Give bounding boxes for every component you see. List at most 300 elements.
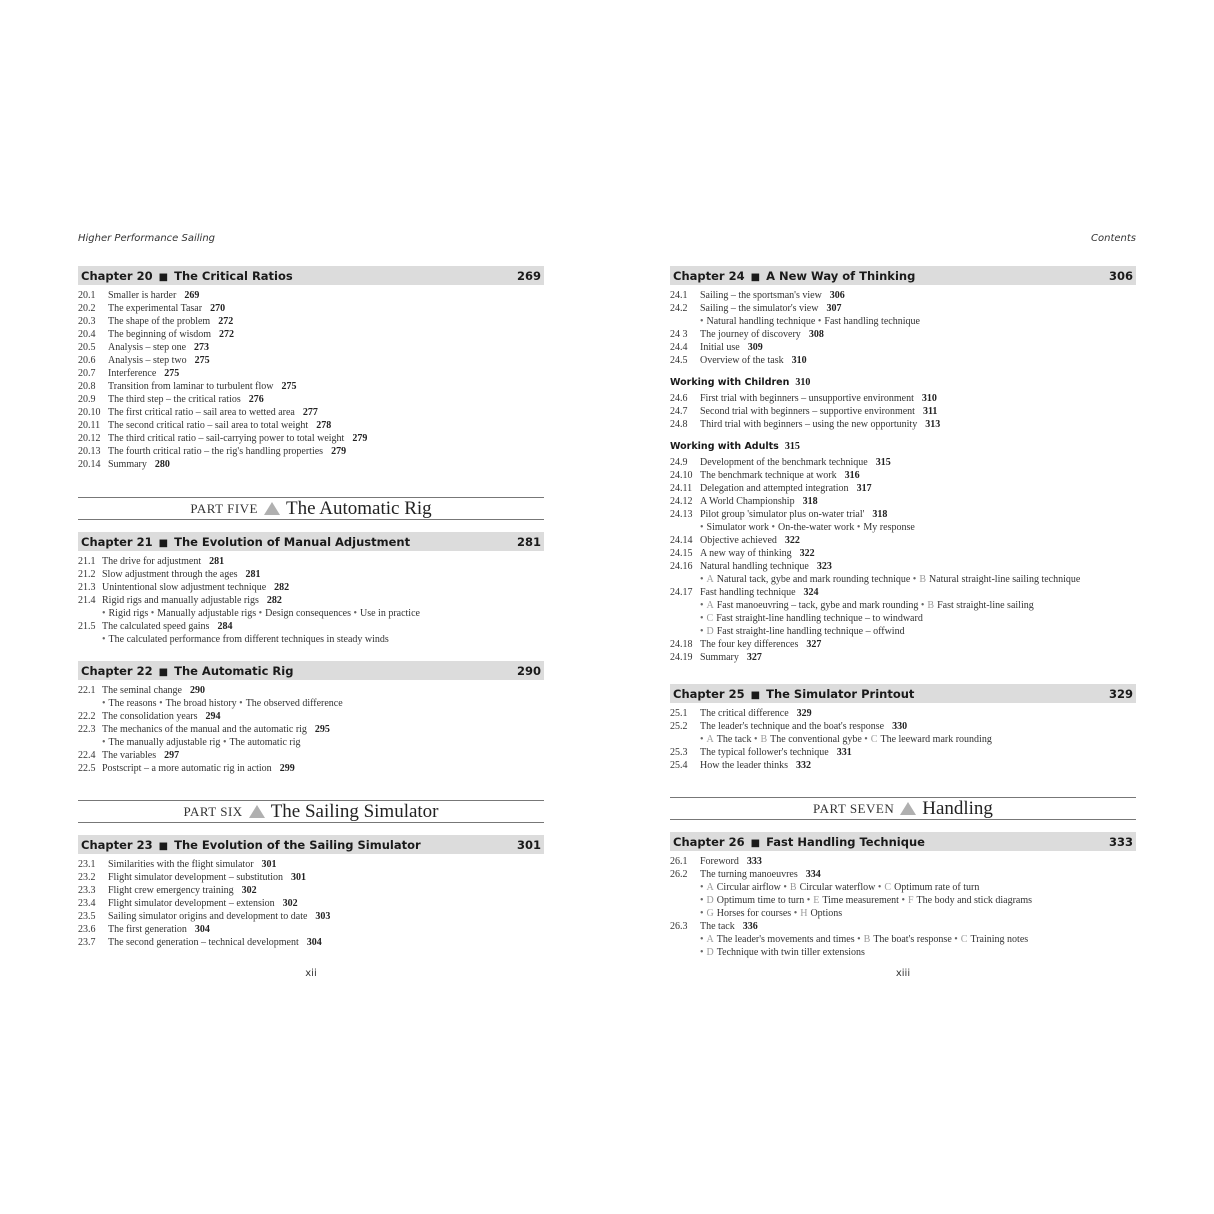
section-title: The shape of the problem [108, 316, 211, 327]
subsection-letter: E [813, 895, 820, 906]
subsection-title[interactable]: Circular airflow [716, 882, 784, 893]
subsection-title[interactable]: The observed difference [245, 698, 343, 709]
chapter-26-section [670, 832, 1136, 959]
part-label: PART SEVEN [813, 800, 895, 816]
subsection-title[interactable]: Simulator work [706, 522, 772, 533]
subsection-title[interactable]: Natural straight-line sailing technique [928, 574, 1081, 585]
toc-entry[interactable] [78, 432, 544, 445]
subheading-page: 310 [795, 377, 811, 388]
section-title: Development of the benchmark technique [700, 457, 868, 468]
toc-entry[interactable] [78, 341, 544, 354]
subsection-title[interactable]: The reasons [108, 698, 160, 709]
section-number: 23.3 [78, 885, 96, 896]
subheading-working-with-adults[interactable] [670, 441, 1136, 452]
chapter-heading[interactable] [78, 835, 544, 854]
section-number: 20.7 [78, 368, 96, 379]
bullet-icon: • [783, 882, 787, 893]
section-number: 26.3 [670, 921, 688, 932]
toc-entry[interactable] [78, 419, 544, 432]
subsection-title[interactable]: Training notes [970, 934, 1029, 945]
section-list [78, 555, 544, 646]
toc-entry[interactable] [670, 534, 1136, 547]
section-number: 20.12 [78, 433, 101, 444]
section-page: 301 [261, 859, 277, 870]
bullet-icon: • [700, 908, 704, 919]
section-title: Delegation and attempted integration [700, 483, 849, 494]
section-page: 281 [209, 556, 225, 567]
toc-entry[interactable] [670, 302, 1136, 315]
subsection-title[interactable]: The conventional gybe [770, 734, 865, 745]
section-title: Fast handling technique [700, 587, 796, 598]
section-number: 21.5 [78, 621, 96, 632]
subsection-title[interactable]: My response [863, 522, 915, 533]
chapter-heading[interactable] [670, 832, 1136, 851]
section-title: Flight crew emergency training [108, 885, 234, 896]
subsection-title[interactable]: Fast handling technique [824, 316, 920, 327]
bullet-icon: • [239, 698, 243, 709]
toc-entry[interactable] [670, 354, 1136, 367]
section-page: 276 [248, 394, 264, 405]
toc-entry[interactable] [670, 341, 1136, 354]
bullet-icon: • [222, 737, 227, 748]
toc-entry[interactable] [78, 684, 544, 697]
toc-entry[interactable] [670, 508, 1136, 521]
toc-entry[interactable] [670, 456, 1136, 469]
section-title: Sailing simulator origins and development to date [108, 911, 308, 922]
section-page: 330 [892, 721, 908, 732]
subsection-letter: B [863, 934, 871, 945]
subsection-letter: D [706, 895, 714, 906]
bullet-icon: • [102, 737, 106, 748]
section-number: 22.3 [78, 724, 96, 735]
chapter-page: 290 [516, 663, 541, 678]
section-page: 316 [844, 470, 860, 481]
subsection-letter: C [884, 882, 892, 893]
chapter-title: The Evolution of the Sailing Simulator [174, 837, 421, 852]
toc-entry[interactable] [670, 547, 1136, 560]
bullet-icon: • [857, 934, 861, 945]
section-page: 301 [291, 872, 306, 883]
toc-entry[interactable] [78, 762, 544, 775]
subsection-title[interactable]: The boat's response [873, 934, 955, 945]
section-page: 272 [218, 316, 234, 327]
toc-entry[interactable] [78, 568, 544, 581]
subsection-title[interactable]: Horses for courses [716, 908, 794, 919]
bullet-icon: • [920, 600, 925, 611]
toc-entry[interactable] [670, 405, 1136, 418]
section-number: 20.14 [78, 459, 101, 470]
subsection-list [78, 697, 544, 710]
chapter-page: 333 [1108, 834, 1133, 849]
subsection-title[interactable]: Manually adjustable rigs [157, 608, 259, 619]
section-page: 322 [784, 535, 800, 546]
chapter-heading[interactable] [78, 661, 544, 680]
section-title: Objective achieved [700, 535, 777, 546]
subheading-text: Working with Adults [670, 441, 779, 452]
toc-entry[interactable] [670, 482, 1136, 495]
subsection-letter: B [919, 574, 926, 585]
section-page: 313 [925, 419, 941, 430]
section-page: 275 [164, 368, 180, 379]
subsection-list [670, 933, 1136, 946]
section-number: 24 3 [670, 329, 688, 340]
chapter-page: 301 [516, 837, 541, 852]
section-title: A World Championship [700, 496, 795, 507]
subsection-title[interactable]: Fast straight-line handling technique – offwind [716, 626, 905, 637]
chapter-heading[interactable] [670, 266, 1136, 285]
subsection-title[interactable]: Time measurement [822, 895, 902, 906]
part-seven-banner [670, 797, 1136, 820]
running-head-contents: Contents [1091, 233, 1136, 244]
chapter-page: 281 [516, 534, 541, 549]
toc-entry[interactable] [670, 638, 1136, 651]
toc-entry[interactable] [78, 723, 544, 736]
section-list [670, 456, 1136, 664]
section-page: 324 [803, 587, 819, 598]
chapter-label: Chapter 20 [81, 268, 153, 283]
bullet-icon: • [912, 574, 917, 585]
section-number: 24.2 [670, 303, 688, 314]
section-title: Smaller is harder [108, 290, 177, 301]
chapter-title: The Simulator Printout [766, 686, 915, 701]
subsection-letter: A [706, 600, 714, 611]
section-title: The fourth critical ratio – the rig's handling properties [108, 446, 324, 457]
chapter-page: 269 [516, 268, 541, 283]
subsection-title[interactable]: The manually adjustable rig [108, 737, 223, 748]
toc-entry[interactable] [670, 418, 1136, 431]
bullet-icon: • [150, 608, 155, 619]
section-number: 24.16 [670, 561, 693, 572]
section-title: The consolidation years [102, 711, 198, 722]
toc-entry[interactable] [670, 920, 1136, 933]
section-title: Rigid rigs and manually adjustable rigs [102, 595, 259, 606]
bullet-icon: • [700, 600, 704, 611]
chapter-21-section [78, 532, 544, 646]
section-title: Second trial with beginners – supportive environment [700, 406, 915, 417]
toc-entry[interactable] [78, 594, 544, 607]
toc-entry[interactable] [78, 367, 544, 380]
subheading-page: 315 [784, 441, 800, 452]
section-page: 304 [306, 937, 322, 948]
section-number: 20.2 [78, 303, 96, 314]
section-page: 282 [274, 582, 290, 593]
subsection-title[interactable]: Fast straight-line sailing [937, 600, 1034, 611]
section-page: 310 [921, 393, 937, 404]
section-page: 302 [282, 898, 298, 909]
toc-entry[interactable] [78, 380, 544, 393]
section-number: 26.1 [670, 856, 688, 867]
section-page: 318 [872, 509, 888, 520]
section-title: Third trial with beginners – using the new opportunity [700, 419, 918, 430]
subsection-title[interactable]: Fast manoeuvring – tack, gybe and mark rounding [716, 600, 921, 611]
section-page: 272 [219, 329, 235, 340]
section-title: Postscript – a more automatic rig in action [102, 763, 272, 774]
section-list [78, 289, 544, 471]
toc-entry[interactable] [670, 560, 1136, 573]
section-title: The drive for adjustment [102, 556, 202, 567]
section-number: 22.4 [78, 750, 96, 761]
section-title: Initial use [700, 342, 740, 353]
toc-entry[interactable] [78, 445, 544, 458]
subsection-letter: F [907, 895, 914, 906]
subsection-list [670, 894, 1136, 907]
toc-entry[interactable] [78, 923, 544, 936]
bullet-icon: • [700, 947, 704, 958]
section-title: Analysis – step one [108, 342, 187, 353]
section-number: 24.6 [670, 393, 688, 404]
bullet-icon: • [700, 882, 704, 893]
toc-entry[interactable] [670, 746, 1136, 759]
section-number: 22.5 [78, 763, 96, 774]
triangle-icon [264, 502, 280, 515]
section-title: The typical follower's technique [700, 747, 829, 758]
toc-entry[interactable] [78, 354, 544, 367]
toc-entry[interactable] [670, 759, 1136, 772]
chapter-title: A New Way of Thinking [766, 268, 916, 283]
subsection-letter: G [706, 908, 714, 919]
triangle-icon [249, 805, 265, 818]
section-number: 24.13 [670, 509, 693, 520]
subsection-list [78, 736, 544, 749]
running-head-book-title: Higher Performance Sailing [78, 233, 216, 244]
toc-entry[interactable] [78, 749, 544, 762]
section-number: 25.3 [670, 747, 688, 758]
toc-entry[interactable] [78, 406, 544, 419]
section-number: 24.11 [670, 483, 693, 494]
section-title: Slow adjustment through the ages [102, 569, 238, 580]
toc-entry[interactable] [670, 720, 1136, 733]
section-title: The critical difference [700, 708, 789, 719]
section-title: The first critical ratio – sail area to wetted area [108, 407, 295, 418]
section-page: 270 [210, 303, 226, 314]
square-icon: ■ [158, 666, 169, 678]
section-title: Flight simulator development – extension [108, 898, 275, 909]
section-title: Summary [700, 652, 739, 663]
section-number: 24.17 [670, 587, 693, 598]
toc-entry[interactable] [670, 392, 1136, 405]
subheading-working-with-children[interactable] [670, 377, 1136, 388]
subsection-list [78, 633, 544, 646]
section-title: The second generation – technical development [108, 937, 299, 948]
section-page: 290 [189, 685, 205, 696]
toc-entry[interactable] [78, 328, 544, 341]
toc-entry[interactable] [78, 302, 544, 315]
part-banner [78, 800, 544, 823]
section-list [670, 707, 1136, 772]
toc-entry[interactable] [78, 393, 544, 406]
section-title: How the leader thinks [700, 760, 789, 771]
bullet-icon: • [817, 316, 822, 327]
section-number: 24.5 [670, 355, 688, 366]
chapter-24-section [670, 266, 1136, 664]
subsection-list [670, 625, 1136, 638]
toc-entry[interactable] [670, 855, 1136, 868]
toc-entry[interactable] [78, 581, 544, 594]
section-title: Sailing – the sportsman's view [700, 290, 822, 301]
subsection-list [670, 946, 1136, 959]
chapter-label: Chapter 21 [81, 534, 153, 549]
section-page: 279 [331, 446, 347, 457]
toc-entry[interactable] [78, 871, 544, 884]
section-number: 25.2 [670, 721, 688, 732]
toc-entry[interactable] [670, 328, 1136, 341]
section-page: 327 [746, 652, 762, 663]
section-page: 317 [856, 483, 872, 494]
subsection-title[interactable]: Use in practice [359, 608, 420, 619]
subsection-title[interactable]: Fast straight-line handling technique – to windward [716, 613, 923, 624]
section-number: 20.13 [78, 446, 101, 457]
subsection-title[interactable]: Optimum time to turn [716, 895, 807, 906]
section-number: 24.10 [670, 470, 693, 481]
subsection-title[interactable]: The calculated performance from different techniques in steady winds [108, 634, 389, 645]
section-page: 281 [245, 569, 261, 580]
section-page: 275 [281, 381, 297, 392]
subsection-list [670, 521, 1136, 534]
chapter-title: Fast Handling Technique [766, 834, 925, 849]
toc-entry[interactable] [78, 936, 544, 949]
toc-entry[interactable] [670, 469, 1136, 482]
section-title: Foreword [700, 856, 739, 867]
section-number: 20.4 [78, 329, 96, 340]
section-title: Analysis – step two [108, 355, 187, 366]
section-page: 318 [802, 496, 818, 507]
toc-entry[interactable] [78, 858, 544, 871]
subsection-letter: H [800, 908, 808, 919]
bullet-icon: • [877, 882, 882, 893]
chapter-label: Chapter 23 [81, 837, 153, 852]
section-number: 21.4 [78, 595, 96, 606]
subsection-title[interactable]: The body and stick diagrams [916, 895, 1033, 906]
subsection-letter: B [760, 734, 768, 745]
section-page: 310 [791, 355, 807, 366]
section-page: 308 [808, 329, 824, 340]
section-number: 21.2 [78, 569, 96, 580]
section-page: 280 [154, 459, 170, 470]
toc-entry[interactable] [670, 707, 1136, 720]
chapter-22-section [78, 661, 544, 775]
part-title: The Sailing Simulator [270, 800, 439, 822]
subheading-text: Working with Children [670, 377, 790, 388]
subsection-title[interactable]: Optimum rate of turn [894, 882, 980, 893]
section-page: 279 [352, 433, 368, 444]
toc-entry[interactable] [78, 897, 544, 910]
subsection-list [670, 315, 1136, 328]
chapter-label: Chapter 24 [673, 268, 745, 283]
subsection-letter: C [870, 734, 878, 745]
section-title: Interference [108, 368, 157, 379]
section-number: 24.8 [670, 419, 688, 430]
section-number: 22.2 [78, 711, 96, 722]
section-number: 20.6 [78, 355, 96, 366]
chapter-heading[interactable] [78, 266, 544, 285]
section-title: Transition from laminar to turbulent flow [108, 381, 274, 392]
section-page: 269 [184, 290, 200, 301]
toc-entry[interactable] [670, 651, 1136, 664]
section-title: The first generation [108, 924, 187, 935]
subsection-title[interactable]: On-the-water work [778, 522, 857, 533]
toc-entry[interactable] [670, 586, 1136, 599]
part-title: Handling [922, 797, 993, 819]
chapter-label: Chapter 25 [673, 686, 745, 701]
section-list [78, 684, 544, 775]
section-title: The calculated speed gains [102, 621, 210, 632]
section-page: 282 [266, 595, 282, 606]
subsection-title[interactable]: Design consequences [265, 608, 354, 619]
chapter-title: The Critical Ratios [174, 268, 293, 283]
subsection-title[interactable]: Options [810, 908, 843, 919]
section-number: 20.3 [78, 316, 96, 327]
section-number: 20.10 [78, 407, 101, 418]
section-title: Similarities with the flight simulator [108, 859, 254, 870]
section-page: 297 [164, 750, 180, 761]
chapter-23-section [78, 835, 544, 949]
subsection-title[interactable]: The broad history [165, 698, 240, 709]
section-title: The journey of discovery [700, 329, 801, 340]
subsection-title[interactable]: Technique with twin tiller extensions [716, 947, 865, 958]
square-icon: ■ [750, 271, 761, 283]
part-label: PART SIX [183, 803, 243, 819]
subsection-letter: A [706, 574, 714, 585]
section-title: First trial with beginners – unsupportive environment [700, 393, 914, 404]
subsection-title[interactable]: The leader's movements and times [716, 934, 858, 945]
section-number: 24.4 [670, 342, 688, 353]
chapter-heading[interactable] [78, 532, 544, 551]
subsection-title[interactable]: Rigid rigs [108, 608, 151, 619]
section-page: 332 [796, 760, 812, 771]
section-page: 295 [314, 724, 330, 735]
section-title: The experimental Tasar [108, 303, 203, 314]
subsection-title[interactable]: The tack [716, 734, 754, 745]
section-number: 23.6 [78, 924, 96, 935]
subsection-title[interactable]: The leeward mark rounding [880, 734, 992, 745]
section-title: The leader's technique and the boat's response [700, 721, 885, 732]
section-page: 333 [746, 856, 762, 867]
toc-entry[interactable] [78, 289, 544, 302]
bullet-icon: • [806, 895, 811, 906]
toc-entry[interactable] [78, 315, 544, 328]
subsection-title[interactable]: Natural tack, gybe and mark rounding technique [716, 574, 913, 585]
part-banner [78, 497, 544, 520]
section-page: 275 [194, 355, 210, 366]
subsection-list [670, 907, 1136, 920]
chapter-heading[interactable] [670, 684, 1136, 703]
section-page: 278 [316, 420, 332, 431]
section-page: 331 [836, 747, 852, 758]
toc-entry[interactable] [78, 910, 544, 923]
subsection-title[interactable]: Circular waterflow [799, 882, 878, 893]
section-number: 24.14 [670, 535, 693, 546]
subsection-title[interactable]: Natural handling technique [706, 316, 818, 327]
section-list [670, 392, 1136, 431]
toc-entry[interactable] [670, 868, 1136, 881]
toc-entry[interactable] [78, 458, 544, 471]
toc-entry[interactable] [670, 495, 1136, 508]
section-list [670, 855, 1136, 959]
bullet-icon: • [353, 608, 357, 619]
subsection-letter: A [706, 734, 714, 745]
section-number: 23.7 [78, 937, 96, 948]
section-title: The turning manoeuvres [700, 869, 798, 880]
toc-entry[interactable] [78, 884, 544, 897]
triangle-icon [900, 802, 916, 815]
toc-entry[interactable] [78, 710, 544, 723]
bullet-icon: • [856, 522, 861, 533]
chapter-title: The Automatic Rig [174, 663, 294, 678]
subsection-title[interactable]: The automatic rig [229, 737, 301, 748]
toc-entry[interactable] [78, 555, 544, 568]
toc-entry[interactable] [670, 289, 1136, 302]
toc-entry[interactable] [78, 620, 544, 633]
